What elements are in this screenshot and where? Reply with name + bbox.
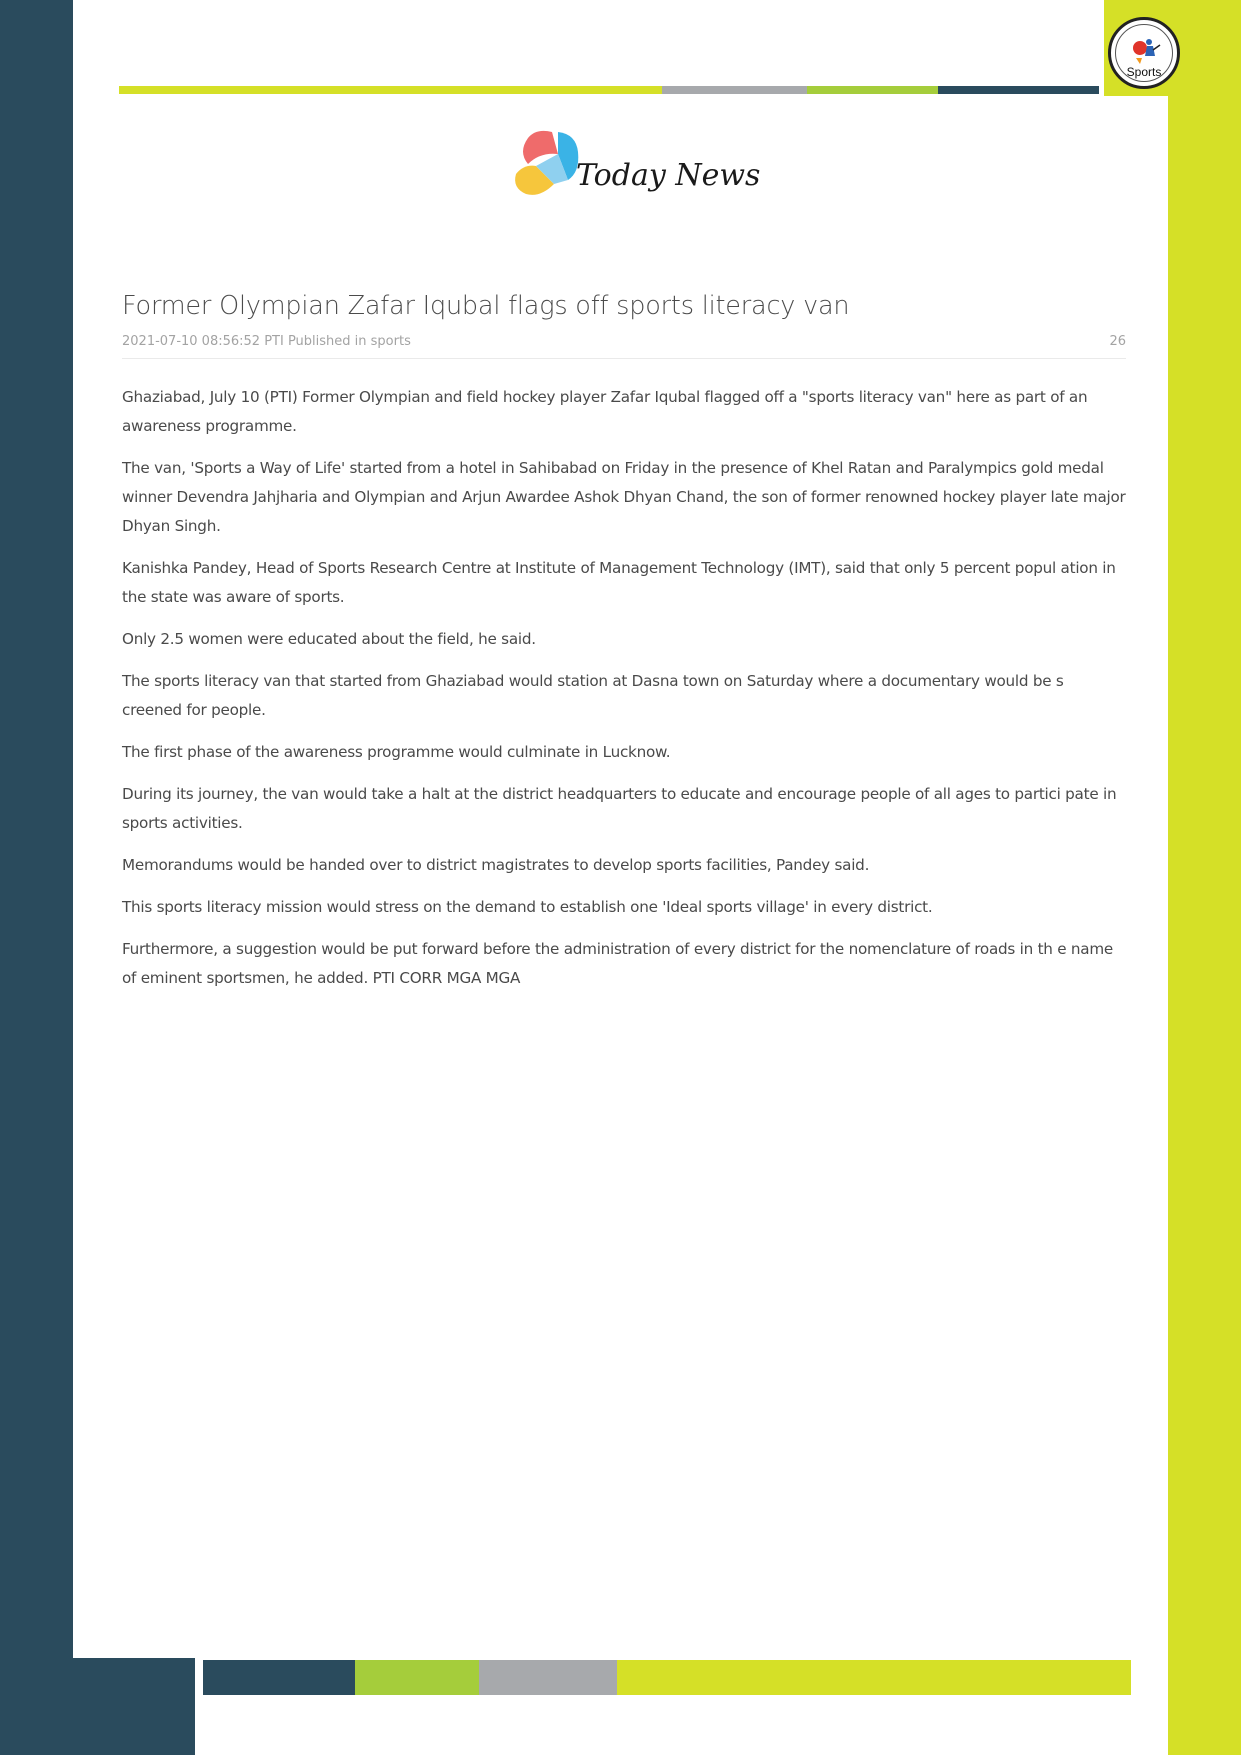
bottom-strip-green <box>355 1660 479 1695</box>
left-frame-foot <box>0 1658 195 1755</box>
bottom-strip-navy <box>203 1660 355 1695</box>
article-paragraph: The sports literacy van that started from Ghaziabad would station at Dasna town on Saturday where a documentary would be s creened for people. <box>122 672 1064 719</box>
bottom-strip-lime <box>617 1660 1131 1695</box>
article-meta-row <box>122 329 1126 359</box>
top-strip-lime <box>119 86 662 94</box>
article-paragraph: The first phase of the awareness programme would culminate in Lucknow. <box>122 743 671 761</box>
article-paragraph: Memorandums would be handed over to district magistrates to develop sports facilities, Pandey said. <box>122 856 870 874</box>
top-strip-gray <box>662 86 807 94</box>
left-frame-bar <box>0 0 73 1755</box>
article-view-count: 26 <box>1109 334 1126 349</box>
publisher-logo <box>492 112 761 222</box>
publisher-name: Today News <box>576 158 761 193</box>
badge-label: Sports <box>1126 65 1162 79</box>
article-meta: 2021-07-10 08:56:52 PTI Published in sports <box>122 334 411 349</box>
article-paragraph: Ghaziabad, July 10 (PTI) Former Olympian and field hockey player Zafar Iqubal flagged off a "sports literacy van" here as part of an awareness programme. <box>122 388 1088 435</box>
article <box>122 286 1126 1006</box>
article-paragraph: Kanishka Pandey, Head of Sports Research Centre at Institute of Management Technology (IMT), said that only 5 percent popul ation in the state was aware of sports. <box>122 559 1116 606</box>
bottom-strip-gray <box>479 1660 617 1695</box>
sports-emblem-icon <box>1131 36 1161 66</box>
top-strip-green <box>807 86 938 94</box>
article-body <box>122 383 1126 993</box>
right-frame-bar <box>1168 96 1241 1755</box>
article-paragraph: This sports literacy mission would stress on the demand to establish one 'Ideal sports village' in every district. <box>122 898 933 916</box>
article-paragraph: Furthermore, a suggestion would be put forward before the administration of every district for the nomenclature of roads in th e name of eminent sportsmen, he added. PTI CORR MGA MGA <box>122 940 1113 987</box>
top-strip-navy <box>938 86 1099 94</box>
article-headline: Former Olympian Zafar Iqubal flags off sports literacy van <box>122 291 850 321</box>
article-paragraph: Only 2.5 women were educated about the field, he said. <box>122 630 536 648</box>
sports-emblem-badge <box>1108 17 1180 89</box>
article-paragraph: The van, 'Sports a Way of Life' started from a hotel in Sahibabad on Friday in the presence of Khel Ratan and Paralympics gold medal winner Devendra Jahjharia and Olympian and Arjun Awardee Ashok Dhyan Chand, the son of former renowned hockey player late major Dhyan Singh. <box>122 459 1126 535</box>
article-paragraph: During its journey, the van would take a halt at the district headquarters to educate and encourage people of all ages to partici pate in sports activities. <box>122 785 1117 832</box>
